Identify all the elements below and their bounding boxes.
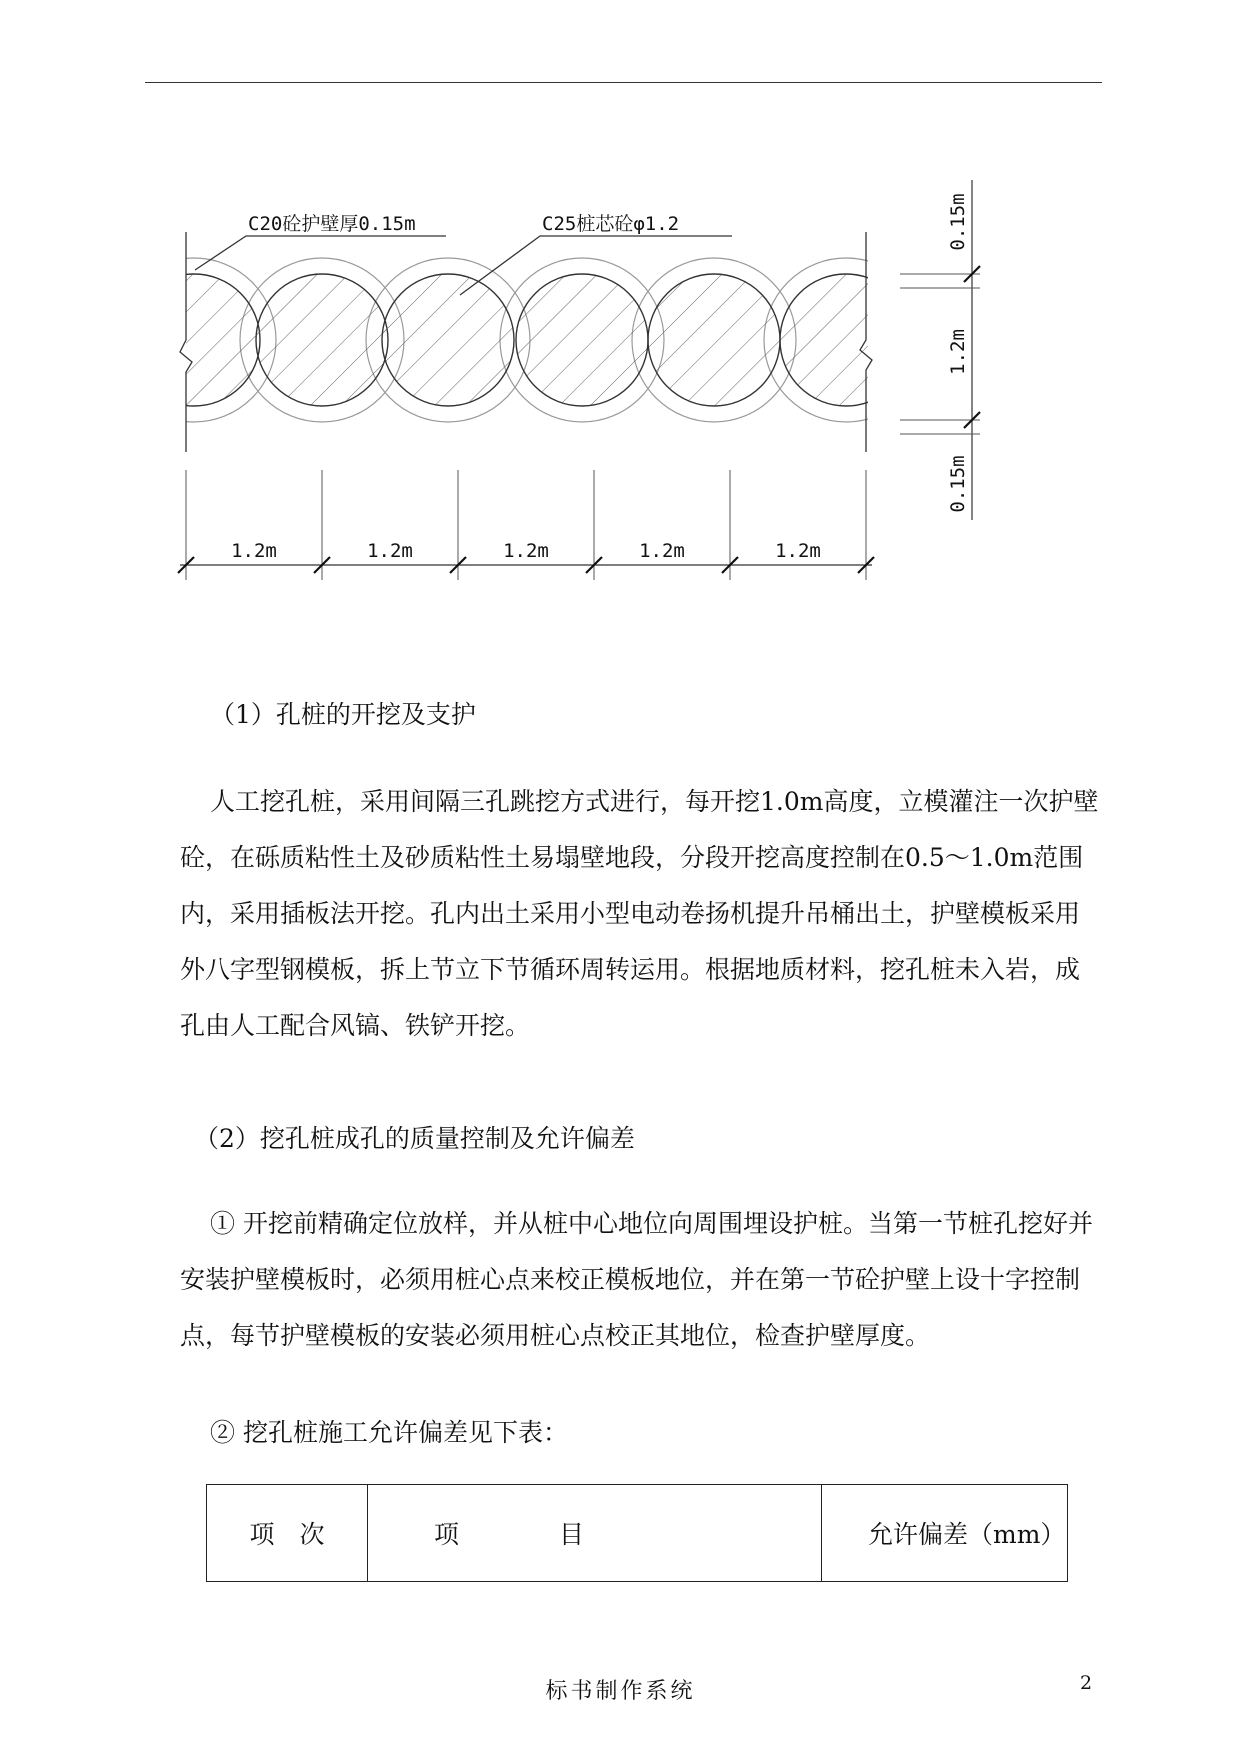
bottom-dim-label-1: 1.2m xyxy=(367,540,413,562)
pile-core-2 xyxy=(382,274,514,406)
page-number: 2 xyxy=(1080,1672,1093,1694)
section1-body: 人工挖孔桩，采用间隔三孔跳挖方式进行，每开挖1.0m高度，立模灌注一次护壁砼，在砾质粘性土及砂质粘性土易塌壁地段，分段开挖高度控制在0.5～1.0m范围内，采用插板法开挖。孔内出土采用小型电动卷扬机提升吊桶出土，护壁模板采用外八字型钢模板，拆上节立下节循环周转运用。根据地质材料，挖孔桩未入岩，成孔由人工配合风镐、铁铲开挖。 xyxy=(180,787,1099,1040)
bottom-dim-label-3: 1.2m xyxy=(639,540,685,562)
pile-core-5 xyxy=(780,274,912,406)
bottom-dim-label-4: 1.2m xyxy=(775,540,821,562)
right-dim-label-0: 0.15m xyxy=(947,193,969,251)
pile-core-3 xyxy=(516,274,648,406)
pile-core-0 xyxy=(128,274,260,406)
bottom-dim-label-2: 1.2m xyxy=(503,540,549,562)
callout-core-label: C25桩芯砼φ1.2 xyxy=(542,213,680,235)
callout-wall-label: C20砼护壁厚0.15m xyxy=(248,213,416,235)
footer-text: 标书制作系统 xyxy=(545,1679,696,1704)
section2-item2: ② 挖孔桩施工允许偏差见下表： xyxy=(210,1418,568,1447)
callout-wall-leader xyxy=(195,236,446,270)
pile-core-4 xyxy=(648,274,780,406)
pile-wall-diagram xyxy=(0,0,1241,640)
header-cell-index: 项 次 xyxy=(207,1485,368,1582)
section2-item1: ① 开挖前精确定位放样，并从桩中心地位向周围埋设护桩。当第一节桩孔挖好并安装护壁模板时，必须用桩心点来校正模板地位，并在第一节砼护壁上设十字控制点，每节护壁模板的安装必须用桩心点校正其地位，检查护壁厚度。 xyxy=(180,1209,1093,1350)
right-dim-label-2: 0.15m xyxy=(947,455,969,513)
section1-heading: （1）孔桩的开挖及支护 xyxy=(210,700,476,729)
bottom-dim-label-0: 1.2m xyxy=(231,540,277,562)
tolerance-table xyxy=(206,1484,1068,1582)
header-cell-item: 项 目 xyxy=(368,1485,822,1582)
header-cell-tolerance: 允许偏差（mm） xyxy=(822,1485,1068,1582)
pile-core-1 xyxy=(256,274,388,406)
right-dim-label-1: 1.2m xyxy=(947,329,969,375)
section2-heading: （2）挖孔桩成孔的质量控制及允许偏差 xyxy=(194,1124,635,1153)
table-header-row xyxy=(207,1485,1068,1582)
